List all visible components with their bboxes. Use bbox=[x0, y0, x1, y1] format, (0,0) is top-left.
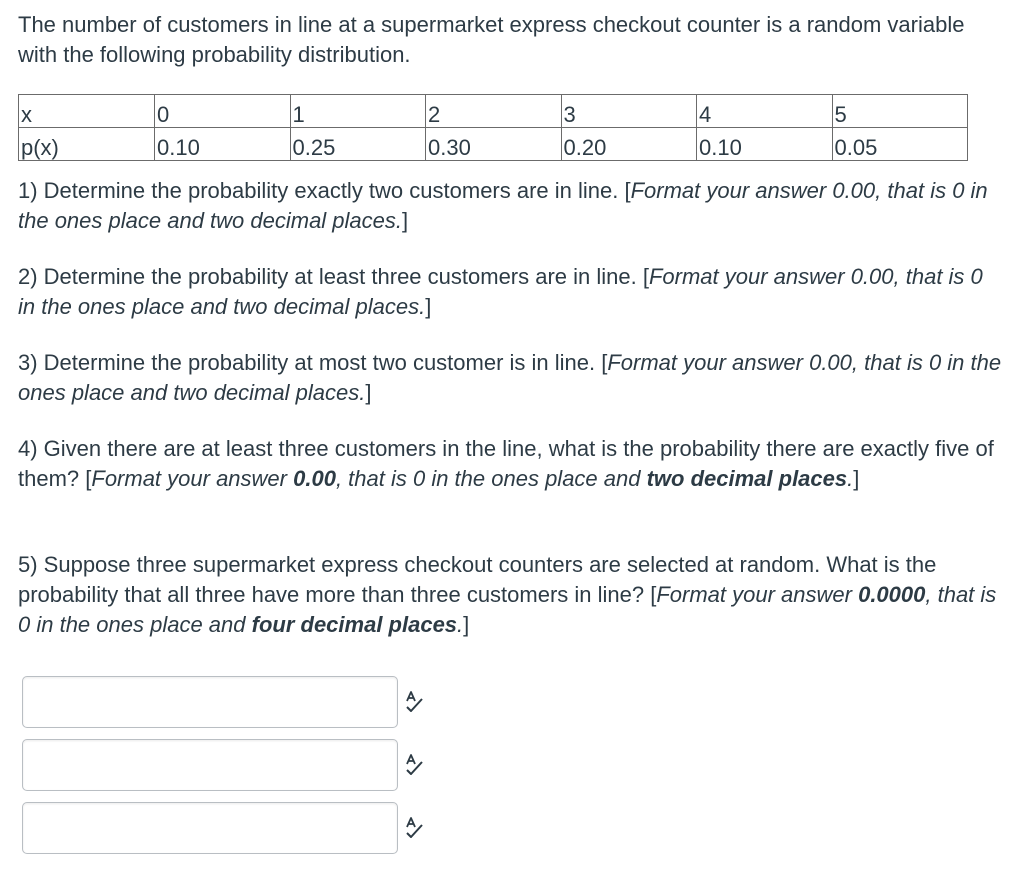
x-cell: 5 bbox=[832, 95, 968, 128]
probability-table bbox=[18, 94, 968, 161]
x-cell: 0 bbox=[155, 95, 291, 128]
format-bold: four decimal places bbox=[251, 612, 458, 637]
px-cell: 0.05 bbox=[832, 128, 968, 161]
px-cell: 0.10 bbox=[697, 128, 833, 161]
spell-check-icon[interactable] bbox=[402, 816, 426, 840]
question-3 bbox=[18, 348, 1003, 408]
question-4-format bbox=[91, 466, 853, 491]
spell-check-icon[interactable] bbox=[402, 753, 426, 777]
px-cell: 0.10 bbox=[155, 128, 291, 161]
bracket: ] bbox=[853, 466, 860, 491]
question-2-text: 2) Determine the probability at least three customers are in line. [ bbox=[18, 264, 649, 289]
format-text: . bbox=[457, 612, 464, 637]
x-row bbox=[19, 95, 968, 128]
format-text: , that is 0 in the ones place and bbox=[18, 582, 997, 637]
x-cell: 1 bbox=[290, 95, 426, 128]
px-header: p(x) bbox=[19, 128, 155, 161]
bracket: ] bbox=[402, 208, 409, 233]
format-text: . bbox=[847, 466, 854, 491]
px-cell: 0.20 bbox=[561, 128, 697, 161]
question-1-text: 1) Determine the probability exactly two customers are in line. [ bbox=[18, 178, 631, 203]
spell-check-icon[interactable] bbox=[402, 690, 426, 714]
x-cell: 3 bbox=[561, 95, 697, 128]
format-text: Format your answer bbox=[91, 466, 294, 491]
answer-input-3[interactable] bbox=[22, 802, 398, 854]
question-1-format: Format your answer 0.00, that is 0 in the ones place and two decimal places. bbox=[18, 178, 988, 233]
answer-row-2 bbox=[22, 739, 442, 793]
x-cell: 2 bbox=[426, 95, 562, 128]
format-text: , that is 0 in the ones place and bbox=[335, 466, 647, 491]
question-1 bbox=[18, 176, 1003, 236]
x-cell: 4 bbox=[697, 95, 833, 128]
bracket: ] bbox=[425, 294, 432, 319]
question-5-text: 5) Suppose three supermarket express checkout counters are selected at random. What is the probability that all three have more than three customers in line? [ bbox=[18, 552, 937, 607]
bracket: ] bbox=[463, 612, 470, 637]
px-cell: 0.25 bbox=[290, 128, 426, 161]
x-header: x bbox=[19, 95, 155, 128]
question-2 bbox=[18, 262, 1003, 322]
answer-input-2[interactable] bbox=[22, 739, 398, 791]
intro-text: The number of customers in line at a supermarket express checkout counter is a random variable with the following probability distribution. bbox=[18, 12, 965, 67]
bracket: ] bbox=[365, 380, 372, 405]
question-4-text: 4) Given there are at least three customers in the line, what is the probability there are exactly five of them? [ bbox=[18, 436, 994, 491]
answer-row-1 bbox=[22, 676, 442, 730]
question-2-format: Format your answer 0.00, that is 0 in the ones place and two decimal places. bbox=[18, 264, 983, 319]
format-bold: two decimal places bbox=[646, 466, 848, 491]
px-cell: 0.30 bbox=[426, 128, 562, 161]
question-3-format: Format your answer 0.00, that is 0 in the ones place and two decimal places. bbox=[18, 350, 1002, 405]
question-5 bbox=[18, 550, 1003, 640]
px-row bbox=[19, 128, 968, 161]
answer-input-1[interactable] bbox=[22, 676, 398, 728]
question-3-text: 3) Determine the probability at most two customer is in line. [ bbox=[18, 350, 608, 375]
format-text: Format your answer bbox=[656, 582, 859, 607]
answer-row-3 bbox=[22, 802, 442, 856]
format-bold: 0.0000 bbox=[858, 582, 926, 607]
format-bold: 0.00 bbox=[293, 466, 336, 491]
question-4 bbox=[18, 434, 1003, 494]
